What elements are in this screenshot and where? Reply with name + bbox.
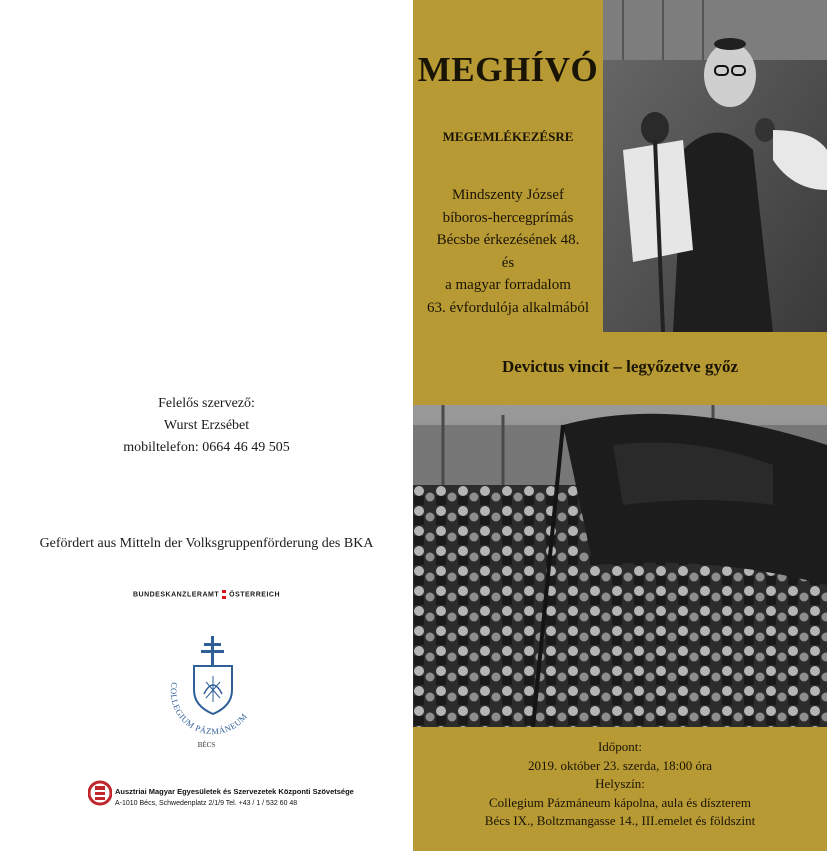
back-cover [0,0,413,851]
invitation-line: és [501,254,515,271]
federation-address: A-1010 Bécs, Schwedenplatz 2/1/9 Tel. +43 / 1 / 532 60 48 [115,800,298,807]
invitation-line: a magyar forradalom [445,277,571,293]
collegium-seal-icon [158,632,268,752]
event-place-label: Helyszín: [595,776,645,791]
invitation-line: Mindszenty József [451,187,565,203]
revolution-crowd-photo [413,405,827,727]
cardinal-photo [603,0,827,332]
event-time-label: Időpont: [597,739,643,754]
event-place-line1: Collegium Pázmáneum kápolna, aula és díszterem [488,794,752,810]
austria-flag-icon [222,590,226,599]
invitation-title: MEGHÍVÓ [417,50,599,89]
invitation-body [413,184,603,319]
federation-name: Ausztriai Magyar Egyesületek és Szervezetek Központi Szövetsége [115,787,354,796]
invitation-line: bíboros-hercegprímás [442,209,574,226]
bka-right-text: ÖSTERREICH [229,591,281,599]
organizer-block [0,393,413,459]
invitation-line: Bécsbe érkezésének 48. [436,232,580,248]
bka-logo [0,590,413,599]
invitation-subtitle: MEGEMLÉKEZÉSRE [442,129,574,144]
collegium-city: BÉCS [197,741,216,749]
invitation-line: 63. évfordulója alkalmából [426,299,590,316]
organizer-name: Wurst Erzsébet [163,418,250,433]
federation-logo-icon [88,778,112,808]
organizer-label: Felelős szervező: [158,396,255,411]
organizer-phone: mobiltelefon: 0664 46 49 505 [123,440,290,455]
bka-left-text: BUNDESKANZLERAMT [132,591,220,599]
funding-text: Gefördert aus Mitteln der Volksgruppenförderung des BKA [39,536,374,551]
seal-text: COLLEGIUM PÁZMÁNEUM [168,681,250,737]
event-place-line2: Bécs IX., Boltzmangasse 14., III.emelet és földszint [484,813,756,828]
federation-block [88,778,354,814]
front-cover [413,0,827,851]
event-time-value: 2019. október 23. szerda, 18:00 óra [527,757,713,773]
motto: Devictus vincit – legyőzetve győz [501,357,739,376]
event-details [413,738,827,831]
